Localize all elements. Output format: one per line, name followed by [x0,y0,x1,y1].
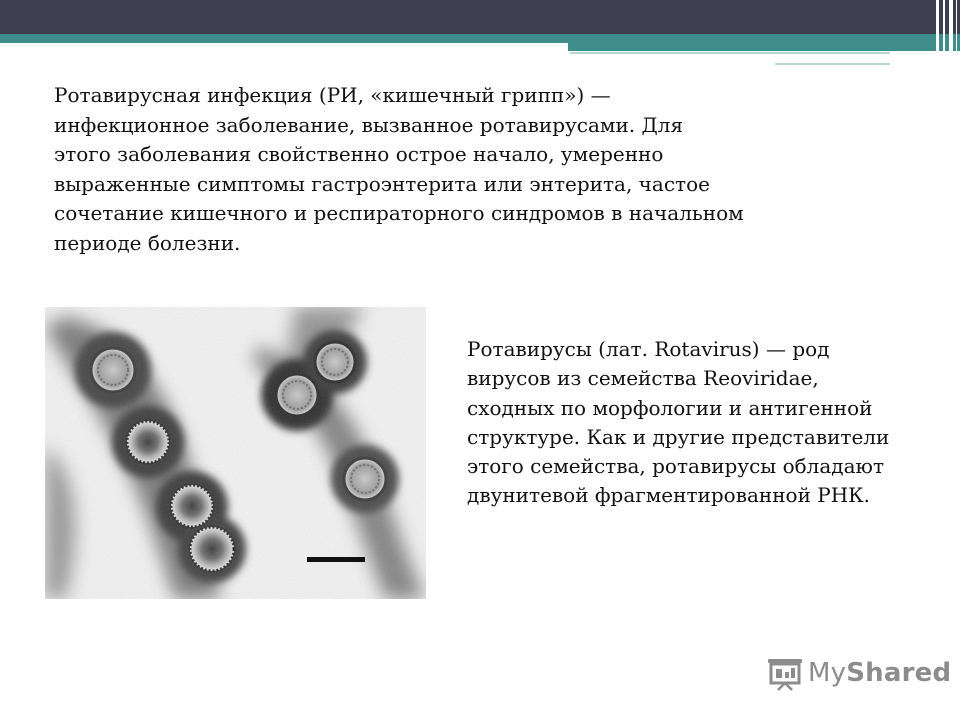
scale-bar [307,557,365,562]
watermark-text-my: My [808,658,847,688]
rotavirus-description: Ротавирусы (лат. Rotavirus) — род вирусов из семейства Reoviridae, сходных по морфологии и антигенной структуре. Как и другие представители этого семейства, ротавирусы обладают двунитевой фрагментированной РНК. [467,337,890,508]
header-accent-stripe [0,34,960,43]
header-accent-step [568,43,960,51]
watermark-text-shared: Shared [846,658,952,688]
header-thin-line [570,52,890,54]
header-bar [0,0,960,34]
intro-paragraph: Ротавирусная инфекция (РИ, «кишечный грипп») — инфекционное заболевание, вызванное ротавирусами. Для этого заболевания свойственно острое начало, умеренно выраженные симптомы гастроэнтерита или энтерита, частое сочетание кишечного и респираторного синдромов в начальном периоде болезни. [54,83,744,255]
projector-screen-icon [766,657,804,691]
header-thin-line-short [775,63,890,65]
myshared-watermark [766,657,952,693]
rotavirus-micrograph [45,307,426,599]
header-vertical-stripes [932,0,960,66]
watermark-text [808,658,951,688]
